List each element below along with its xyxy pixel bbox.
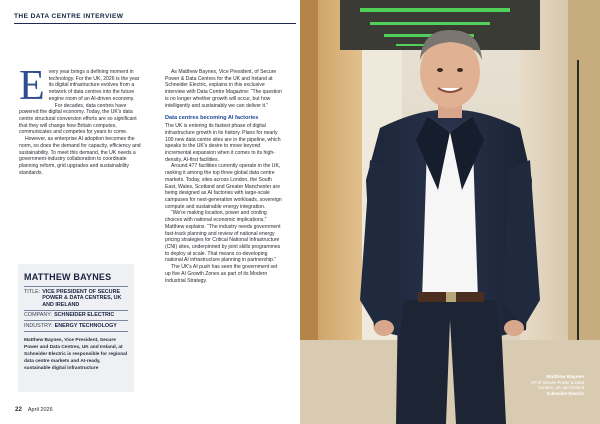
article-paragraph: “We're making location, power and cooling choices with national economic implications,” Matthew explains. “The industry needs government fast-track planning and review of national energy pricing strategies for Critical National Infrastructure (CNI) sites, underpinned by joint skills programmes to deploy at scale. That means co-developing national AI infrastructure planning in partnership.” xyxy=(165,210,281,264)
article-column-2 xyxy=(165,69,283,284)
profile-title-value: VICE PRESIDENT OF SECURE POWER & DATA CENTRES, UK AND IRELAND xyxy=(42,288,122,308)
section-title: THE DATA CENTRE INTERVIEW xyxy=(14,13,124,20)
profile-company-row xyxy=(24,310,128,321)
profile-company-label: COMPANY: xyxy=(24,312,53,319)
photo-caption xyxy=(514,375,584,396)
page-number: 22 xyxy=(15,406,22,413)
profile-industry-label: INDUSTRY: xyxy=(24,322,53,329)
subheading: Data centres becoming AI factories xyxy=(165,115,259,122)
article-paragraph: Around 477 facilities currently operate in the UK, ranking it among the top three global data centre markets. Today, sites across London, the South East, Wales, Scotland and Greater Manchester are being designed as AI factories with large-scale campuses for next-generation workloads, sovereign compute and sustainable energy integration. xyxy=(165,163,282,210)
issue-date: April 2026 xyxy=(27,407,53,413)
profile-industry-value: ENERGY TECHNOLOGY xyxy=(54,322,117,329)
caption-company: Schneider Electric xyxy=(546,390,584,396)
page-footer xyxy=(15,406,53,413)
profile-industry-row xyxy=(24,320,128,332)
profile-box xyxy=(18,264,134,392)
article-paragraph: For decades, data centres have powered the digital economy. Today, the UK's data centre structural conversion efforts are so significant that they will change how Britain computes, communicates and competes for years to come. xyxy=(19,102,137,136)
section-header xyxy=(14,13,296,24)
caption-name: Matthew Baynes xyxy=(546,375,584,380)
profile-title-label: TITLE: xyxy=(24,288,41,295)
article-paragraph: As Matthew Baynes, Vice President, of Secure Power & Data Centres for the UK and Ireland at Schneider Electric, explains in this exclusive interview with Data Centre Magazine: “The question is no longer whether growth will occur, but how intelligently and sustainably we can deliver it.” xyxy=(165,69,282,109)
caption-role: VP of Secure Power & Data Centres, UK and Ireland xyxy=(531,380,584,391)
portrait-photo xyxy=(300,0,600,424)
article-paragraph: The UK is entering its fastest phase of digital infrastructure growth in its history. Plans for nearly 100 new data centre sites are in the pipeline, which speaks to the UK's desire to move beyond incremental expansion when it comes to its high-density, AI-first facilities. xyxy=(165,123,281,163)
article-paragraph: However, as enterprise AI adoption becomes the norm, so does the demand for capacity, efficiency and sustainability. To meet this demand, the UK needs a government-industry collaboration to coordinate planning reform, grid upgrades and sustainability standards. xyxy=(19,136,141,176)
profile-title-row xyxy=(24,286,128,310)
article-paragraph: very year brings a defining moment in technology. For the UK, 2026 is the year its digital infrastructure evolves from a network of data centres into the future engine room of an AI-driven economy. xyxy=(48,69,140,102)
profile-company-value: SCHNEIDER ELECTRIC xyxy=(54,312,115,319)
drop-cap: E xyxy=(19,63,45,109)
article-paragraph: The UK's AI push has seen the government set up five AI Growth Zones as part of its Modern Industrial Strategy. xyxy=(165,264,278,284)
profile-bio: Matthew Baynes, Vice President, Secure Power and Data Centres, UK and Ireland, at Schneider Electric is responsible for regional data centre markets and AI-ready, sustainable digital infrastructure xyxy=(24,337,128,371)
portrait-illustration xyxy=(300,0,600,424)
article-column-1 xyxy=(19,63,143,177)
profile-name: MATTHEW BAYNES xyxy=(24,272,112,282)
